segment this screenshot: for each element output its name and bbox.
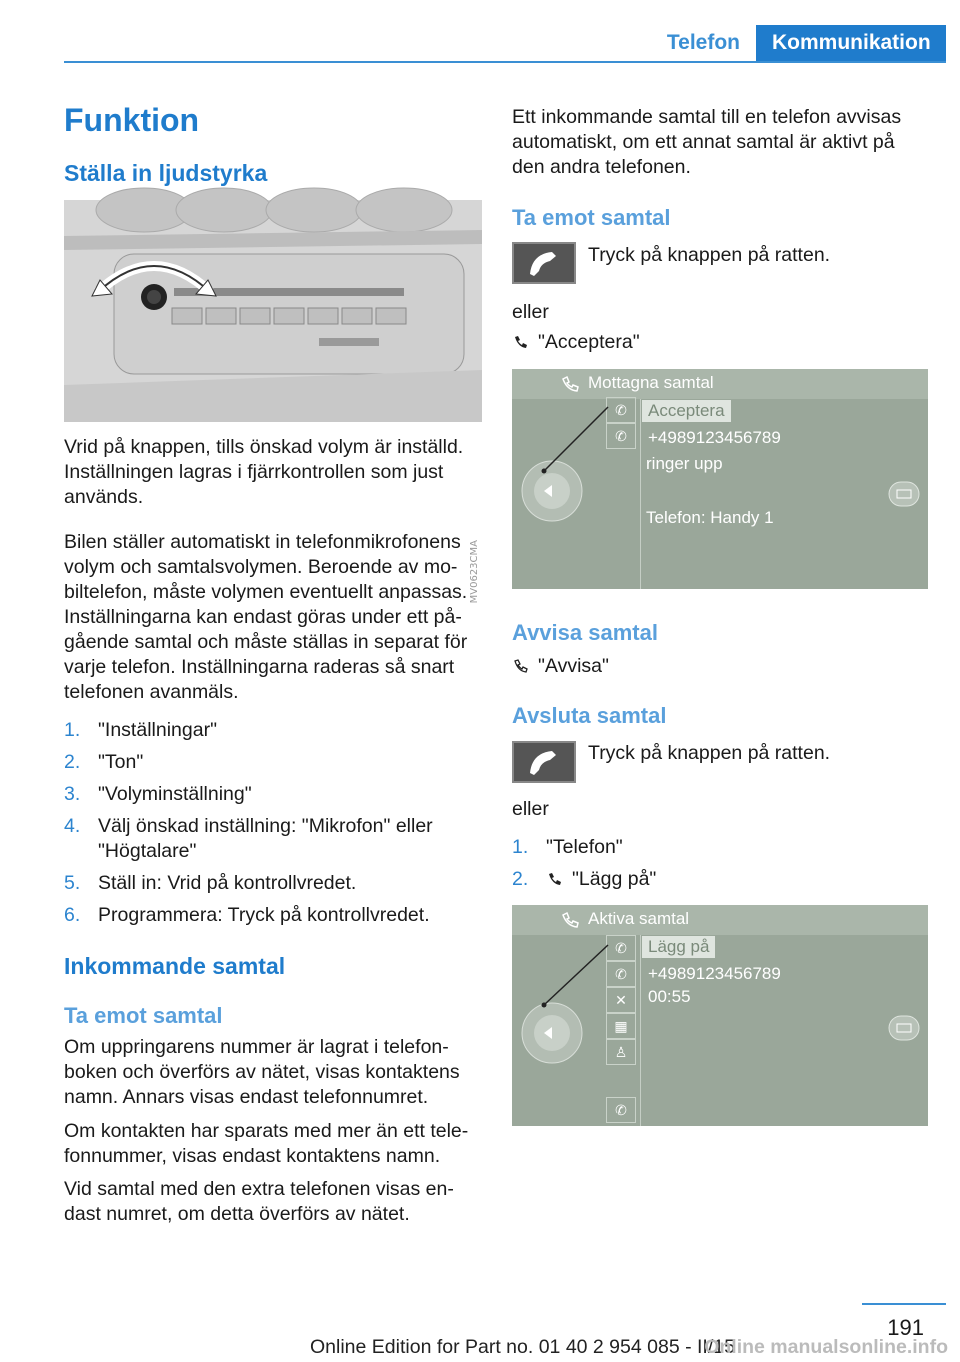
menu-highlight-accept[interactable]: Acceptera [642,400,731,422]
options-button-icon[interactable] [888,1015,920,1041]
step-text: Ställ in: Vrid på kontrollvredet. [98,872,357,894]
list-item [64,750,480,775]
step-text: "Lägg på" [572,868,657,890]
phone-accept-icon [512,333,530,351]
controller-knob-icon [512,1001,602,1061]
list-item [512,835,932,860]
reject-call-icon[interactable]: ✆ [606,423,636,449]
accept-call-icon[interactable]: ✆ [606,397,636,423]
image-watermark: MV0623CMA [469,540,480,604]
hold-call-icon[interactable]: ✆ [606,961,636,987]
tab-kommunikation[interactable]: Kommunikation [756,25,946,61]
instruction-press-button-1: Tryck på knappen på ratten. [588,244,831,266]
subsection-title-incoming: Inkommande samtal [64,953,286,979]
tab-telefon[interactable]: Telefon [666,31,740,54]
screen-divider [640,935,641,1126]
step-text: "Inställningar" [98,719,217,741]
step-text: "Telefon" [546,836,623,858]
steering-phone-button-icon-2 [512,741,576,783]
edition-text: Online Edition for Part no. 01 40 2 954 085 - II/15 [310,1336,735,1358]
keypad-icon[interactable]: ▦ [606,1013,636,1039]
phone-settings-icon[interactable]: ✆ [606,1097,636,1123]
footer-divider [862,1303,946,1305]
screen-title: Mottagna samtal [588,373,714,392]
menu-highlight-hangup[interactable]: Lägg på [642,936,715,958]
subheading-reject: Avvisa samtal [512,620,658,645]
caller-number: +4989123456789 [648,428,781,447]
end-call-steps-list [512,835,932,899]
hangup-icon[interactable]: ✆ [606,935,636,961]
list-item [64,871,480,896]
step-text: "Volyminställning" [98,783,252,805]
conference-icon[interactable]: ♙ [606,1039,636,1065]
step-number: 4. [64,815,81,837]
subheading-receive-left: Ta emot samtal [64,1003,223,1028]
step-number: 2. [512,868,529,890]
subheading-accept: Ta emot samtal [512,205,671,230]
screen-divider [640,399,641,589]
header-divider [64,61,946,63]
step-number: 2. [64,751,81,773]
step-text: "Ton" [98,751,144,773]
mute-microphone-icon[interactable]: ✕ [606,987,636,1013]
call-status: ringer upp [646,454,723,473]
phone-list-icon [560,910,582,930]
paragraph-extra-phone: Vid samtal med den extra telefonen visas endast numret, om detta överförs av nätet. [64,1178,454,1225]
site-watermark: Online manualsonline.info [704,1336,948,1358]
instruction-press-button-2: Tryck på knappen på ratten. [588,742,831,764]
call-duration: 00:55 [648,987,691,1006]
step-text: Programmera: Tryck på kontrollvredet. [98,904,430,926]
steering-phone-button-icon [512,242,576,284]
phone-name: Telefon: Handy 1 [646,508,774,527]
pointer-line [542,943,612,1007]
list-item [64,814,480,864]
list-item [64,718,480,743]
phone-reject-icon [512,657,530,675]
or-text-2: eller [512,798,549,820]
reject-label: "Avvisa" [538,655,609,677]
accept-label: "Acceptera" [538,331,640,353]
received-call-screen [512,369,928,589]
section-title: Funktion [64,102,200,138]
step-number: 5. [64,872,81,894]
list-item [512,867,932,892]
subheading-end-call: Avsluta samtal [512,703,667,728]
paragraph-knob: Vrid på knappen, tills önskad volym är inställd. Inställningen lagras i fjärrkontrollen som just används. [64,436,464,508]
paragraph-caller-name: Om uppringarens nummer är lagrat i telefonboken och överförs av nätet, visas kontaktens namn. Annars visas endast telefonnumret. [64,1036,460,1108]
reject-menu-entry [512,654,912,679]
pointer-line [542,405,612,473]
subsection-title-volume: Ställa in ljudstyrka [64,160,268,186]
phone-hangup-icon [546,870,564,888]
volume-steps-list [64,718,480,935]
step-number: 1. [64,719,81,741]
accept-menu-entry [512,330,912,355]
step-number: 6. [64,904,81,926]
step-number: 3. [64,783,81,805]
page-header [0,0,960,62]
or-text-1: eller [512,301,549,323]
page-number: 191 [887,1315,924,1340]
active-call-screen [512,905,928,1126]
screen-title: Aktiva samtal [588,909,690,928]
step-text: Välj önskad inställning: "Mikrofon" eller "Högtalare" [98,815,433,862]
dashboard-image [64,200,482,422]
step-number: 1. [512,836,529,858]
list-item [64,782,480,807]
phone-list-icon [560,374,582,394]
caller-number: +4989123456789 [648,964,781,983]
paragraph-auto-reject: Ett inkommande samtal till en telefon avvisas automatiskt, om ett annat samtal är aktivt på den andra telefonen. [512,106,902,178]
paragraph-auto-volume: Bilen ställer automatiskt in telefonmikrofonens volym och samtalsvolymen. Beroende av mobiltelefon, måste volymen eventuellt anpassas. Inställningarna kan endast göras under ett pågående samtal och måste ställas in separat för varje telefon. Inställningarna raderas så snart telefonen avanmäls. [64,531,468,703]
list-item [64,903,480,928]
options-button-icon[interactable] [888,481,920,507]
paragraph-multiple-numbers: Om kontakten har sparats med mer än ett telefonnummer, visas endast kontaktens namn. [64,1120,469,1167]
header-tabs [651,25,946,61]
